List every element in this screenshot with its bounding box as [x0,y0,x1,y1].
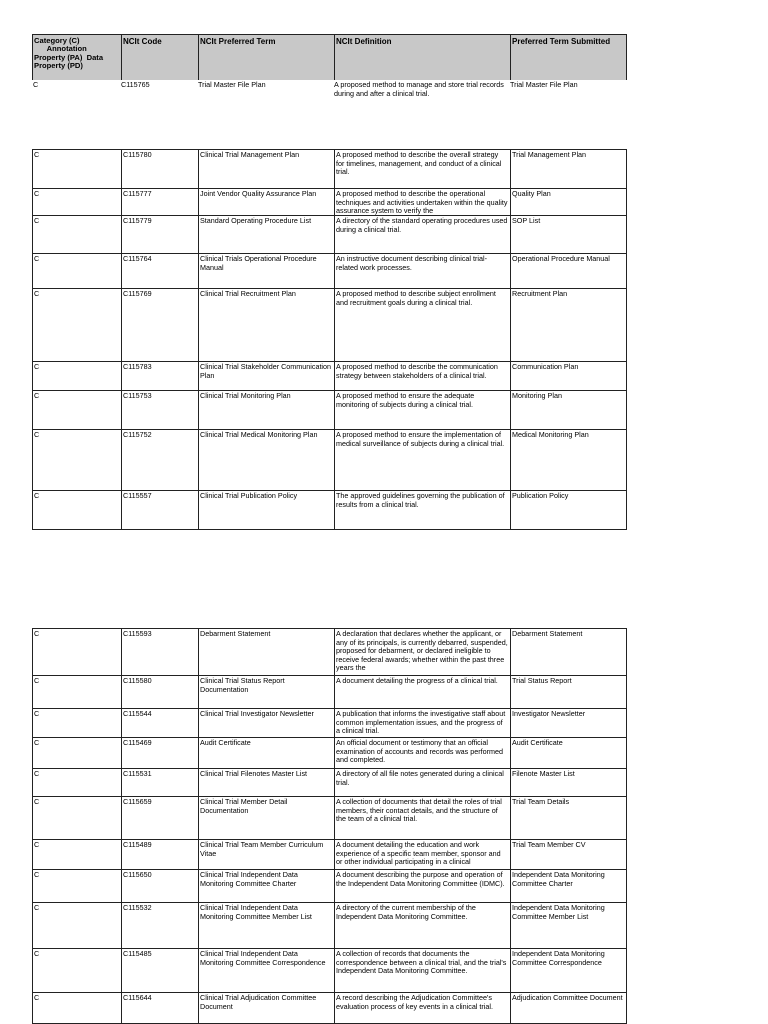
cell-submitted: Trial Management Plan [510,150,628,188]
cell-definition: A document detailing the education and work experience of a specific team member, sponsor and or other individual participating in a clinical [334,840,510,869]
cell-category: C [34,289,40,298]
cell-definition: A proposed method to describe the overall strategy for timelines, management, and conduct of a clinical trial. [334,150,510,188]
cell-code: C115753 [121,391,198,429]
cell-submitted: SOP List [510,216,628,253]
cell-definition: A publication that informs the investigative staff about common implementation issues, and the progress of a clinical trial. [334,709,510,737]
table-row [32,708,627,737]
cell-term: Clinical Trial Adjudication Committee Document [198,993,334,1023]
cell-term: Clinical Trial Member Detail Documentation [198,797,334,839]
table-row [32,839,627,869]
cell-code: C115779 [121,216,198,253]
cell-definition: A proposed method to describe the operational techniques and activities undertaken within the quality assurance system to verify the [334,189,510,215]
table-row [32,992,627,1024]
cell-definition: An instructive document describing clinical trial-related work processes. [334,254,510,288]
cell-category: C [34,769,40,778]
table-row [32,675,627,708]
cell-submitted: Publication Policy [510,491,628,529]
cell-definition: A directory of all file notes generated during a clinical trial. [334,769,510,796]
cell-submitted: Monitoring Plan [510,391,628,429]
cell-code: C115777 [121,189,198,215]
cell-term: Clinical Trial Monitoring Plan [198,391,334,429]
cell-category: C [34,797,40,806]
header-category: Category (C) Annotation Property (PA) Data Property (PD) [34,36,104,71]
cell-submitted: Trial Status Report [510,676,628,708]
table-row [32,768,627,796]
table-row [32,796,627,839]
cell-term: Clinical Trial Publication Policy [198,491,334,529]
table-row [32,253,627,288]
cell-submitted: Communication Plan [510,362,628,390]
cell-category: C [34,993,40,1002]
table-row [32,429,627,490]
cell-category: C [33,80,39,89]
cell-definition: A collection of records that documents the correspondence between a clinical trial, and the trial's Independent Data Monitoring Committee. [334,949,510,992]
cell-term: Joint Vendor Quality Assurance Plan [198,189,334,215]
cell-code: C115469 [121,738,198,768]
cell-category: C [34,491,40,500]
table-row [32,948,627,992]
table-section-3 [32,628,627,1024]
cell-code: C115580 [121,676,198,708]
cell-category: C [34,949,40,958]
cell-code: C115764 [121,254,198,288]
cell-category: C [34,709,40,718]
cell-submitted: Investigator Newsletter [510,709,628,737]
cell-term: Clinical Trial Independent Data Monitoring Committee Correspondence [198,949,334,992]
cell-submitted: Adjudication Committee Document [510,993,628,1023]
cell-code: C115532 [121,903,198,948]
cell-category: C [34,629,40,638]
table-row [32,737,627,768]
cell-category: C [34,150,40,159]
cell-submitted: Independent Data Monitoring Committee Charter [510,870,628,902]
cell-term: Standard Operating Procedure List [198,216,334,253]
table-row [32,628,627,675]
cell-code: C115650 [121,870,198,902]
cell-submitted: Trial Master File Plan [510,80,578,89]
cell-code: C115593 [121,629,198,675]
cell-category: C [34,430,40,439]
cell-code: C115531 [121,769,198,796]
cell-definition: An official document or testimony that an official examination of accounts and records was performed and completed. [334,738,510,768]
table-row [32,188,627,215]
cell-submitted: Quality Plan [510,189,628,215]
cell-submitted: Debarment Statement [510,629,628,675]
cell-code: C115489 [121,840,198,869]
cell-term: Clinical Trial Independent Data Monitoring Committee Charter [198,870,334,902]
cell-definition: A collection of documents that detail the roles of trial members, their contact details, and the structure of the team of a clinical trial. [334,797,510,839]
cell-code: C115783 [121,362,198,390]
header-code: NCIt Code [121,35,198,80]
table-row [32,361,627,390]
header-term: NCIt Preferred Term [198,35,334,80]
cell-term: Clinical Trial Investigator Newsletter [198,709,334,737]
cell-code: C115765 [121,80,150,89]
table-section-2 [32,149,627,530]
cell-term: Debarment Statement [198,629,334,675]
cell-submitted: Trial Team Details [510,797,628,839]
table-row [32,288,627,361]
cell-definition: A proposed method to ensure the implementation of medical surveillance of subjects during a clinical trial. [334,430,510,490]
cell-definition: A proposed method to ensure the adequate monitoring of subjects during a clinical trial. [334,391,510,429]
cell-submitted: Audit Certificate [510,738,628,768]
cell-term: Clinical Trial Status Report Documentation [198,676,334,708]
cell-category: C [34,840,40,849]
table-row [32,80,627,110]
table-header-row [32,34,627,80]
cell-term: Clinical Trial Recruitment Plan [198,289,334,361]
cell-definition: A proposed method to describe the communication strategy between stakeholders of a clinical trial. [334,362,510,390]
cell-term: Trial Master File Plan [198,80,266,89]
table-row [32,869,627,902]
cell-term: Clinical Trial Independent Data Monitoring Committee Member List [198,903,334,948]
table-row [32,215,627,253]
cell-code: C115544 [121,709,198,737]
cell-code: C115644 [121,993,198,1023]
cell-definition: A directory of the standard operating procedures used during a clinical trial. [334,216,510,253]
cell-term: Clinical Trial Team Member Curriculum Vitae [198,840,334,869]
cell-term: Clinical Trial Management Plan [198,150,334,188]
cell-term: Audit Certificate [198,738,334,768]
cell-definition: A record describing the Adjudication Committee's evaluation process of key events in a clinical trial. [334,993,510,1023]
cell-term: Clinical Trial Stakeholder Communication Plan [198,362,334,390]
cell-category: C [34,903,40,912]
cell-code: C115752 [121,430,198,490]
cell-code: C115557 [121,491,198,529]
header-submitted: Preferred Term Submitted [510,35,628,80]
cell-definition: A declaration that declares whether the applicant, or any of its principals, is currently debarred, suspended, proposed for debarment, or declared ineligible to receive federal awards; whether within the past three years the [334,629,510,675]
cell-term: Clinical Trial Medical Monitoring Plan [198,430,334,490]
table-row [32,490,627,530]
cell-category: C [34,676,40,685]
cell-category: C [34,216,40,225]
header-definition: NCIt Definition [334,35,510,80]
cell-definition: A directory of the current membership of the Independent Data Monitoring Committee. [334,903,510,948]
table-row [32,902,627,948]
cell-code: C115780 [121,150,198,188]
cell-submitted: Independent Data Monitoring Committee Correspondence [510,949,628,992]
cell-definition: A proposed method to manage and store trial records during and after a clinical trial. [334,80,504,98]
cell-term: Clinical Trials Operational Procedure Manual [198,254,334,288]
cell-submitted: Medical Monitoring Plan [510,430,628,490]
cell-submitted: Operational Procedure Manual [510,254,628,288]
cell-definition: The approved guidelines governing the publication of results from a clinical trial. [334,491,510,529]
cell-category: C [34,870,40,879]
cell-category: C [34,391,40,400]
cell-definition: A document detailing the progress of a clinical trial. [334,676,510,708]
table-section-1 [32,34,627,110]
cell-category: C [34,362,40,371]
cell-submitted: Recruitment Plan [510,289,628,361]
cell-definition: A proposed method to describe subject enrollment and recruitment goals during a clinical trial. [334,289,510,361]
cell-category: C [34,254,40,263]
cell-code: C115769 [121,289,198,361]
table-row [32,390,627,429]
cell-submitted: Independent Data Monitoring Committee Member List [510,903,628,948]
cell-category: C [34,189,40,198]
cell-code: C115485 [121,949,198,992]
cell-submitted: Trial Team Member CV [510,840,628,869]
cell-definition: A document describing the purpose and operation of the Independent Data Monitoring Committee (IDMC). [334,870,510,902]
table-row [32,149,627,188]
cell-submitted: Filenote Master List [510,769,628,796]
cell-term: Clinical Trial Filenotes Master List [198,769,334,796]
cell-category: C [34,738,40,747]
cell-code: C115659 [121,797,198,839]
